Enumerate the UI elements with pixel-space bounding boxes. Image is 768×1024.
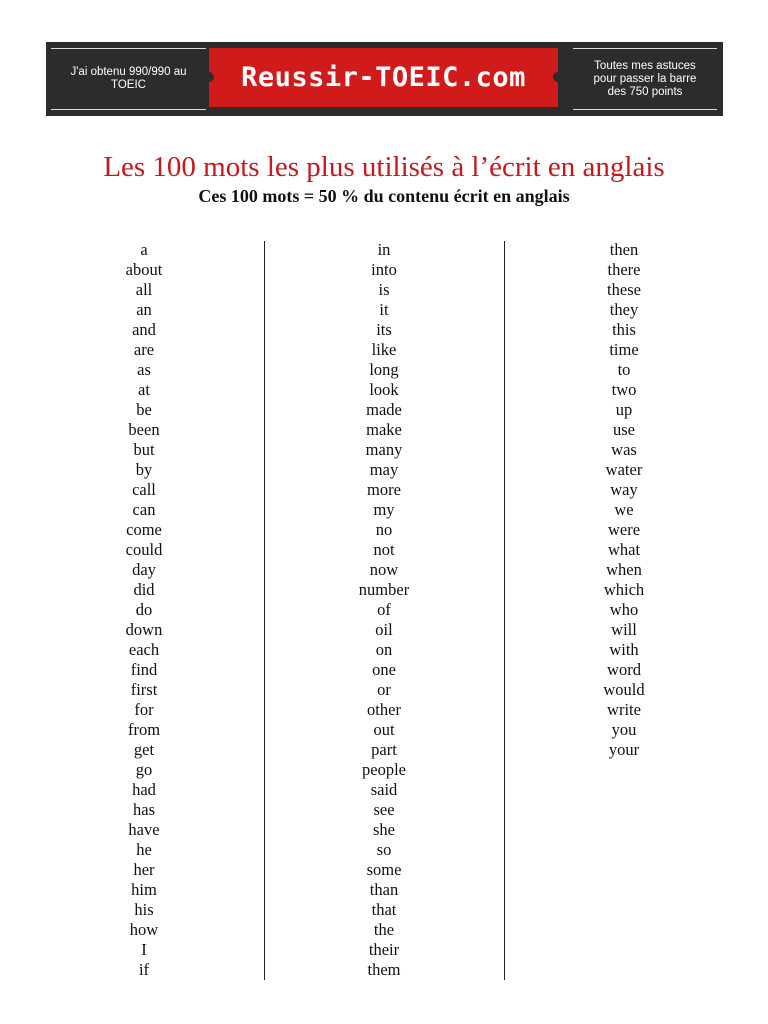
word-item: come (126, 520, 162, 539)
word-item: but (133, 440, 155, 459)
word-item: there (607, 260, 641, 279)
word-item: about (125, 260, 163, 279)
word-item: been (128, 420, 160, 439)
word-item: I (141, 940, 147, 959)
header-banner (46, 42, 723, 116)
word-item: part (371, 740, 397, 759)
word-item: long (369, 360, 399, 379)
word-item: are (133, 340, 155, 359)
word-item: this (612, 320, 636, 339)
word-item: into (371, 260, 397, 279)
word-item: was (611, 440, 637, 459)
word-item: some (366, 860, 402, 879)
word-item: its (376, 320, 392, 339)
word-item: number (358, 580, 410, 599)
word-item: oil (375, 620, 393, 639)
word-item: could (125, 540, 163, 559)
word-item: from (127, 720, 161, 739)
word-column-3 (524, 240, 724, 760)
word-item: may (369, 460, 399, 479)
word-item: said (370, 780, 398, 799)
word-item: all (135, 280, 153, 299)
word-item: she (373, 820, 395, 839)
word-item: were (607, 520, 641, 539)
word-item: it (379, 300, 389, 319)
word-item: many (365, 440, 403, 459)
word-item: call (132, 480, 156, 499)
word-item: get (133, 740, 155, 759)
word-item: how (129, 920, 159, 939)
word-item: word (607, 660, 641, 679)
word-item: then (609, 240, 639, 259)
word-item: of (377, 600, 391, 619)
word-item: way (610, 480, 638, 499)
word-item: to (617, 360, 631, 379)
word-item: now (369, 560, 399, 579)
word-item: do (135, 600, 153, 619)
word-item: on (375, 640, 393, 659)
word-item: will (611, 620, 637, 639)
word-item: people (362, 760, 406, 779)
word-item: they (609, 300, 639, 319)
word-item: my (373, 500, 395, 519)
word-item: him (131, 880, 157, 899)
word-item: and (132, 320, 156, 339)
banner-right-label: Toutes mes astuces pour passer la barre des 750 points (593, 59, 697, 98)
word-item: use (613, 420, 635, 439)
word-item: made (366, 400, 402, 419)
word-item: with (609, 640, 639, 659)
word-item: at (138, 380, 150, 399)
word-item: not (373, 540, 395, 559)
word-item: can (132, 500, 156, 519)
page-title: Les 100 mots les plus utilisés à l’écrit en anglais (103, 151, 665, 183)
word-item: have (128, 820, 160, 839)
word-item: as (137, 360, 151, 379)
word-item: what (607, 540, 641, 559)
word-item: you (611, 720, 637, 739)
word-item: go (135, 760, 153, 779)
word-item: would (603, 680, 645, 699)
word-item: first (130, 680, 158, 699)
word-item: these (607, 280, 641, 299)
word-item: a (140, 240, 148, 259)
word-item: her (133, 860, 155, 879)
word-item: is (378, 280, 390, 299)
word-item: find (130, 660, 158, 679)
word-item: one (372, 660, 396, 679)
word-item: time (609, 340, 639, 359)
word-item: two (611, 380, 637, 399)
word-item: he (136, 840, 152, 859)
word-item: his (134, 900, 154, 919)
word-item: your (608, 740, 640, 759)
word-item: an (136, 300, 152, 319)
word-item: each (128, 640, 160, 659)
word-item: no (375, 520, 393, 539)
word-item: more (367, 480, 401, 499)
site-logo[interactable]: Reussir-TOEIC.com (209, 48, 558, 107)
word-item: if (138, 960, 150, 979)
word-item: or (377, 680, 391, 699)
word-item: for (134, 700, 154, 719)
word-item: make (366, 420, 402, 439)
word-item: write (607, 700, 641, 719)
word-column-1 (44, 240, 244, 980)
word-item: had (132, 780, 156, 799)
word-item: other (367, 700, 401, 719)
page-subtitle: Ces 100 mots = 50 % du contenu écrit en anglais (198, 186, 570, 206)
word-item: has (133, 800, 155, 819)
word-column-2 (284, 240, 484, 980)
word-item: up (615, 400, 633, 419)
word-item: than (369, 880, 399, 899)
word-item: which (603, 580, 645, 599)
word-item: did (133, 580, 155, 599)
banner-left-label: J'ai obtenu 990/990 au TOEIC (70, 66, 187, 91)
word-item: we (614, 500, 634, 519)
word-item: down (125, 620, 163, 639)
word-item: out (373, 720, 395, 739)
word-item: look (369, 380, 399, 399)
word-item: see (373, 800, 395, 819)
word-item: water (605, 460, 643, 479)
word-item: them (367, 960, 401, 979)
word-item: their (368, 940, 400, 959)
banner-score-text (51, 48, 206, 110)
banner-tips-text (573, 48, 717, 110)
word-item: that (371, 900, 397, 919)
word-item: be (136, 400, 152, 419)
word-item: like (371, 340, 397, 359)
word-item: so (376, 840, 392, 859)
word-item: in (377, 240, 391, 259)
word-item: when (606, 560, 642, 579)
word-item: who (609, 600, 639, 619)
word-item: day (132, 560, 156, 579)
column-divider (504, 241, 505, 980)
column-divider (264, 241, 265, 980)
word-item: the (373, 920, 395, 939)
word-item: by (135, 460, 153, 479)
